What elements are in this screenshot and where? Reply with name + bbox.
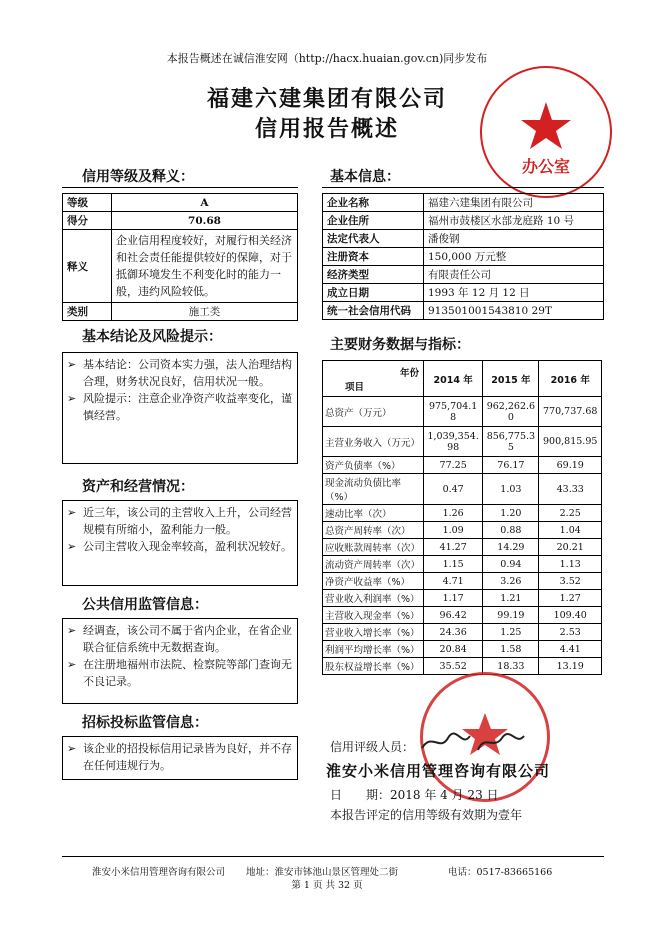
finance-value: 20.21 — [539, 539, 602, 556]
score-label: 得分 — [63, 212, 112, 230]
signature-icon — [418, 728, 528, 756]
finance-value: 0.47 — [424, 474, 483, 505]
conclusion-item: ➢ 风险提示：注意企业净资产收益率变化，谨慎经营。 — [67, 392, 292, 422]
basic-info-table — [322, 193, 604, 320]
bidding-box — [62, 736, 298, 780]
finance-item-name: 现金流动负债比率 （%） — [323, 474, 424, 505]
arrow-icon: ➢ — [67, 506, 77, 519]
arrow-icon: ➢ — [67, 358, 77, 371]
validity-note: 本报告评定的信用等级有效期为壹年 — [330, 808, 523, 822]
finance-item-name: 净资产收益率（%） — [323, 573, 424, 590]
finance-row — [323, 474, 602, 505]
finance-value: 0.94 — [483, 556, 539, 573]
conclusion-box — [62, 352, 298, 464]
finance-item-name: 资产负债率（%） — [323, 457, 424, 474]
finance-value: 13.19 — [539, 658, 602, 675]
basic-value: 1993 年 12 月 12 日 — [424, 284, 604, 302]
seal-center-text: 办公室 — [521, 157, 570, 176]
finance-value: 1.15 — [424, 556, 483, 573]
report-company-title: 福建六建集团有限公司 — [206, 86, 447, 112]
finance-table — [322, 360, 602, 675]
assets-item: ➢ 近三年，该公司的主营收入上升，公司经营规模有所缩小，盈利能力一般。 — [67, 506, 292, 536]
basic-label: 成立日期 — [323, 284, 424, 302]
arrow-icon: ➢ — [67, 624, 77, 637]
signature — [418, 728, 528, 756]
basic-label: 注册资本 — [323, 248, 424, 266]
finance-row — [323, 427, 602, 457]
finance-row — [323, 457, 602, 474]
category-value: 施工类 — [112, 303, 298, 321]
conclusion-item: ➢ 基本结论：公司资本实力强，法人治理结构合理，财务状况良好，信用状况一般。 — [67, 358, 292, 388]
finance-value: 77.25 — [424, 457, 483, 474]
finance-item-name: 营业收入利润率（%） — [323, 590, 424, 607]
evaluator-label: 信用评级人员： — [330, 740, 415, 754]
finance-value: 96.42 — [424, 607, 483, 624]
finance-value: 770,737.68 — [539, 397, 602, 427]
basic-heading: 基本信息： — [330, 169, 400, 185]
basic-value: 福建六建集团有限公司 — [424, 194, 604, 212]
finance-value: 1.03 — [483, 474, 539, 505]
finance-value: 14.29 — [483, 539, 539, 556]
finance-value: 1,039,354. 98 — [424, 427, 483, 457]
finance-value: 1.25 — [483, 624, 539, 641]
finance-value: 43.33 — [539, 474, 602, 505]
arrow-icon: ➢ — [67, 540, 77, 553]
finance-value: 962,262.6 0 — [483, 397, 539, 427]
finance-value: 24.36 — [424, 624, 483, 641]
header-note: 本报告概述在诚信淮安网（http://hacx.huaian.gov.cn)同步发布 — [166, 52, 488, 65]
finance-value: 3.26 — [483, 573, 539, 590]
explain-value: 企业信用程度较好，对履行相关经济和社会责任能提供较好的保障，对于抵御环境发生不利变化时的能力一般，违约风险较低。 — [112, 230, 298, 303]
finance-row — [323, 522, 602, 539]
rating-table — [62, 193, 298, 321]
office-seal — [480, 66, 612, 198]
finance-item-name: 股东权益增长率（%） — [323, 658, 424, 675]
finance-value: 1.27 — [539, 590, 602, 607]
finance-corner: 年份 项目 — [323, 361, 424, 397]
finance-value: 4.41 — [539, 641, 602, 658]
finance-value: 76.17 — [483, 457, 539, 474]
basic-value: 913501001543810 29T — [424, 302, 604, 320]
basic-label: 法定代表人 — [323, 230, 424, 248]
finance-value: 900,815.95 — [539, 427, 602, 457]
basic-value: 潘俊钢 — [424, 230, 604, 248]
basic-label: 企业名称 — [323, 194, 424, 212]
footer-page: 第 1 页 共 32 页 — [291, 880, 363, 891]
finance-value: 1.58 — [483, 641, 539, 658]
finance-value: 35.52 — [424, 658, 483, 675]
finance-value: 109.40 — [539, 607, 602, 624]
footer-company: 淮安小米信用管理咨询有限公司 — [92, 867, 226, 878]
finance-value: 1.26 — [424, 505, 483, 522]
supervision-box — [62, 618, 298, 704]
supervision-item: ➢ 经调查，该公司不属于省内企业，在省企业联合征信系统中无数据查询。 — [67, 624, 292, 654]
finance-value: 2.53 — [539, 624, 602, 641]
finance-row — [323, 556, 602, 573]
finance-row — [323, 607, 602, 624]
finance-item-name: 总资产周转率（次） — [323, 522, 424, 539]
category-label: 类别 — [63, 303, 112, 321]
conclusion-heading: 基本结论及风险提示： — [82, 329, 222, 345]
finance-value: 975,704.1 8 — [424, 397, 483, 427]
bidding-item: ➢ 该企业的招投标信用记录皆为良好，并不存在任何违规行为。 — [67, 742, 292, 772]
finance-value: 1.09 — [424, 522, 483, 539]
finance-row — [323, 590, 602, 607]
explain-label: 释义 — [63, 230, 112, 303]
report-date: 日 期：2018 年 4 月 23 日 — [330, 788, 499, 802]
finance-year: 2015 年 — [483, 361, 539, 397]
finance-item-name: 总资产（万元） — [323, 397, 424, 427]
assets-item: ➢ 公司主营收入现金率较高，盈利状况较好。 — [67, 540, 292, 553]
finance-value: 0.88 — [483, 522, 539, 539]
score-value: 70.68 — [112, 212, 298, 230]
finance-value: 69.19 — [539, 457, 602, 474]
assets-box — [62, 500, 298, 586]
finance-row — [323, 539, 602, 556]
assets-heading: 资产和经营情况： — [82, 479, 194, 495]
finance-value: 856,775.3 5 — [483, 427, 539, 457]
rating-heading: 信用等级及释义： — [82, 169, 194, 185]
finance-value: 3.52 — [539, 573, 602, 590]
footer-address: 地址：淮安市钵池山景区管理处二街 — [246, 867, 399, 878]
finance-value: 1.20 — [483, 505, 539, 522]
footer-phone: 电话：0517-83665166 — [448, 867, 553, 878]
finance-year: 2014 年 — [424, 361, 483, 397]
finance-item-name: 营业收入增长率（%） — [323, 624, 424, 641]
finance-value: 41.27 — [424, 539, 483, 556]
finance-value: 4.71 — [424, 573, 483, 590]
finance-value: 1.13 — [539, 556, 602, 573]
basic-label: 统一社会信用代码 — [323, 302, 424, 320]
basic-label: 企业住所 — [323, 212, 424, 230]
finance-item-name: 利润平均增长率（%） — [323, 641, 424, 658]
finance-value: 2.25 — [539, 505, 602, 522]
finance-item-name: 流动资产周转率（次） — [323, 556, 424, 573]
basic-value: 福州市鼓楼区水部龙庭路 10 号 — [424, 212, 604, 230]
supervision-heading: 公共信用监管信息： — [82, 597, 208, 613]
rating-company-name: 淮安小米信用管理咨询有限公司 — [326, 762, 551, 780]
finance-row — [323, 397, 602, 427]
report-title: 信用报告概述 — [254, 116, 399, 142]
finance-row — [323, 505, 602, 522]
finance-value: 18.33 — [483, 658, 539, 675]
finance-value: 1.17 — [424, 590, 483, 607]
finance-year: 2016 年 — [539, 361, 602, 397]
finance-value: 20.84 — [424, 641, 483, 658]
arrow-icon: ➢ — [67, 658, 77, 671]
grade-label: 等级 — [63, 194, 112, 212]
finance-row — [323, 624, 602, 641]
finance-item-name: 速动比率（次） — [323, 505, 424, 522]
finance-item-name: 主营收入现金率（%） — [323, 607, 424, 624]
finance-item-name: 应收账款周转率（次） — [323, 539, 424, 556]
finance-value: 1.04 — [539, 522, 602, 539]
basic-value: 150,000 万元整 — [424, 248, 604, 266]
finance-row — [323, 641, 602, 658]
finance-item-name: 主营业务收入（万元） — [323, 427, 424, 457]
finance-heading: 主要财务数据与指标： — [330, 337, 470, 353]
finance-row — [323, 658, 602, 675]
finance-value: 1.21 — [483, 590, 539, 607]
arrow-icon: ➢ — [67, 392, 77, 405]
basic-label: 经济类型 — [323, 266, 424, 284]
basic-value: 有限责任公司 — [424, 266, 604, 284]
arrow-icon: ➢ — [67, 742, 77, 755]
finance-row — [323, 573, 602, 590]
finance-value: 99.19 — [483, 607, 539, 624]
grade-value: A — [112, 194, 298, 212]
bidding-heading: 招标投标监管信息： — [82, 715, 208, 731]
supervision-item: ➢ 在注册地福州市法院、检察院等部门查询无不良记录。 — [67, 658, 292, 688]
